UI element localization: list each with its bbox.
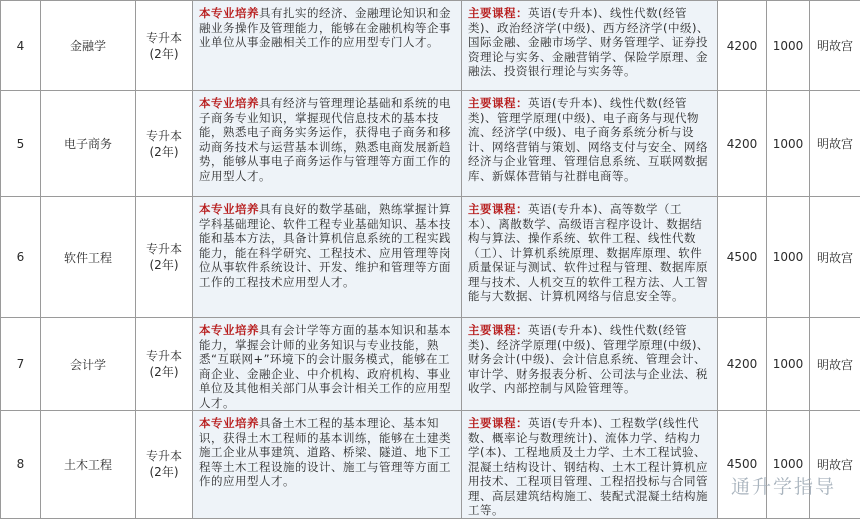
row-number: 6 [1, 197, 41, 318]
main-courses [462, 411, 718, 519]
courses-text: 英语(专升本)、线性代数(经管类)、经济学原理(中级)、管理学原理(中级)、财务会计(中级)、会计信息系统、管理会计、审计学、财务报表分析、公司法与企业法、税收学、内部控制与风险管理等。 [468, 323, 709, 395]
courses-lead: 主要课程： [468, 323, 528, 337]
study-level [136, 197, 193, 318]
goal-text: 具有经济与管理理论基础和系统的电子商务专业知识，掌握现代信息技术的基本技能，熟悉电子商务实务运作，获得电子商务和移动商务技术与运营基本训练，熟悉电商发展新趋势，能够从事电子商务运作与管理等方面工作的应用型人才。 [199, 96, 451, 183]
major-name: 电子商务 [41, 91, 136, 197]
study-level [136, 318, 193, 411]
main-courses [462, 91, 718, 197]
level-type: 专升本 [136, 30, 192, 46]
level-type: 专升本 [136, 348, 192, 364]
goal-lead: 本专业培养 [199, 96, 259, 110]
courses-text: 英语(专升本)、工程数学(线性代数、概率论与数理统计)、流体力学、结构力学(本)、工程地质及土力学、土木工程试验、混凝土结构设计、钢结构、土木工程计算机应用技术、工程项目管理、工程招投标与合同管理、高层建筑结构施工、装配式混凝土结构施工等。 [468, 416, 708, 517]
row-number: 8 [1, 411, 41, 519]
campus: 明故宫 [810, 91, 860, 197]
goal-text: 具有扎实的经济、金融理论知识和金融业务操作及管理能力，能够在金融机构等企事业单位从事金融相关工作的应用型专门人才。 [199, 6, 451, 49]
goal-text: 具有良好的数学基础，熟练掌握计算学科基础理论、软件工程专业基础知识、基本技能和基本方法，具备计算机信息系统的工程实践能力，能在科学研究、工程技术、应用管理等岗位从事软件系统设计、开发、维护和管理等方面工作的工程技术应用型人才。 [199, 202, 451, 289]
row-number: 7 [1, 318, 41, 411]
level-duration: (2年) [136, 144, 192, 160]
table-row [1, 411, 860, 519]
tuition-fee: 4500 [718, 197, 767, 318]
major-name: 会计学 [41, 318, 136, 411]
level-duration: (2年) [136, 464, 192, 480]
goal-lead: 本专业培养 [199, 6, 259, 20]
watermark-text: 通升学指导 [731, 472, 836, 499]
registration-fee: 1000 [767, 197, 810, 318]
table-row [1, 318, 860, 411]
row-number: 4 [1, 1, 41, 91]
level-type: 专升本 [136, 128, 192, 144]
courses-lead: 主要课程： [468, 6, 528, 20]
major-name: 土木工程 [41, 411, 136, 519]
level-type: 专升本 [136, 241, 192, 257]
table-row [1, 1, 860, 91]
courses-lead: 主要课程： [468, 416, 528, 430]
tuition-fee: 4200 [718, 91, 767, 197]
goal-text: 具备土木工程的基本理论、基本知识，获得土木工程师的基本训练，能够在土建类施工企业从事建筑、道路、桥梁、隧道、地下工程等土木工程设施的设计、施工与管理等方面工作的应用型人才。 [199, 416, 451, 488]
table-row [1, 197, 860, 318]
campus: 明故宫 [810, 411, 860, 519]
table-row [1, 91, 860, 197]
level-duration: (2年) [136, 46, 192, 62]
courses-lead: 主要课程： [468, 202, 528, 216]
registration-fee: 1000 [767, 411, 810, 519]
campus: 明故宫 [810, 1, 860, 91]
main-courses [462, 1, 718, 91]
courses-text: 英语(专升本)、高等数学（工本）、离散数学、高级语言程序设计、数据结构与算法、操作系统、软件工程、线性代数（工）、计算机系统原理、数据库原理、软件质量保证与测试、软件过程与管理、数据库原理与技术、人机交互的软件工程方法、人工智能与大数据、计算机网络与信息安全等。 [468, 202, 708, 303]
major-name: 金融学 [41, 1, 136, 91]
goal-lead: 本专业培养 [199, 323, 259, 337]
training-goal [193, 411, 462, 519]
goal-lead: 本专业培养 [199, 416, 259, 430]
training-goal [193, 91, 462, 197]
row-number: 5 [1, 91, 41, 197]
study-level [136, 91, 193, 197]
goal-lead: 本专业培养 [199, 202, 259, 216]
registration-fee: 1000 [767, 318, 810, 411]
level-type: 专升本 [136, 448, 192, 464]
courses-text: 英语(专升本)、线性代数(经管类)、政治经济学(中级)、西方经济学(中级)、国际金融、金融市场学、财务管理学、证券投资理论与实务、金融营销学、保险学原理、金融法、投资银行理论与实务等。 [468, 6, 709, 78]
training-goal [193, 318, 462, 411]
study-level [136, 1, 193, 91]
registration-fee: 1000 [767, 1, 810, 91]
study-level [136, 411, 193, 519]
goal-text: 具有会计学等方面的基本知识和基本能力，掌握会计师的业务知识与专业技能，熟悉“互联网+”环境下的会计服务模式，能够在工商企业、金融企业、中介机构、政府机构、事业单位及其他相关部门从事会计相关工作的应用型人才。 [199, 323, 451, 410]
campus: 明故宫 [810, 318, 860, 411]
courses-lead: 主要课程： [468, 96, 528, 110]
level-duration: (2年) [136, 257, 192, 273]
training-goal [193, 1, 462, 91]
training-goal [193, 197, 462, 318]
courses-text: 英语(专升本)、线性代数(经管类)、管理学原理(中级)、电子商务与现代物流、经济学(中级)、电子商务系统分析与设计、网络营销与策划、网络支付与安全、网络经济与企业管理、管理信息系统、互联网数据库、新媒体营销与社群电商等。 [468, 96, 708, 183]
tuition-fee: 4200 [718, 1, 767, 91]
campus: 明故宫 [810, 197, 860, 318]
main-courses [462, 318, 718, 411]
registration-fee: 1000 [767, 91, 810, 197]
main-courses [462, 197, 718, 318]
tuition-fee: 4500 [718, 411, 767, 519]
tuition-fee: 4200 [718, 318, 767, 411]
major-name: 软件工程 [41, 197, 136, 318]
level-duration: (2年) [136, 364, 192, 380]
